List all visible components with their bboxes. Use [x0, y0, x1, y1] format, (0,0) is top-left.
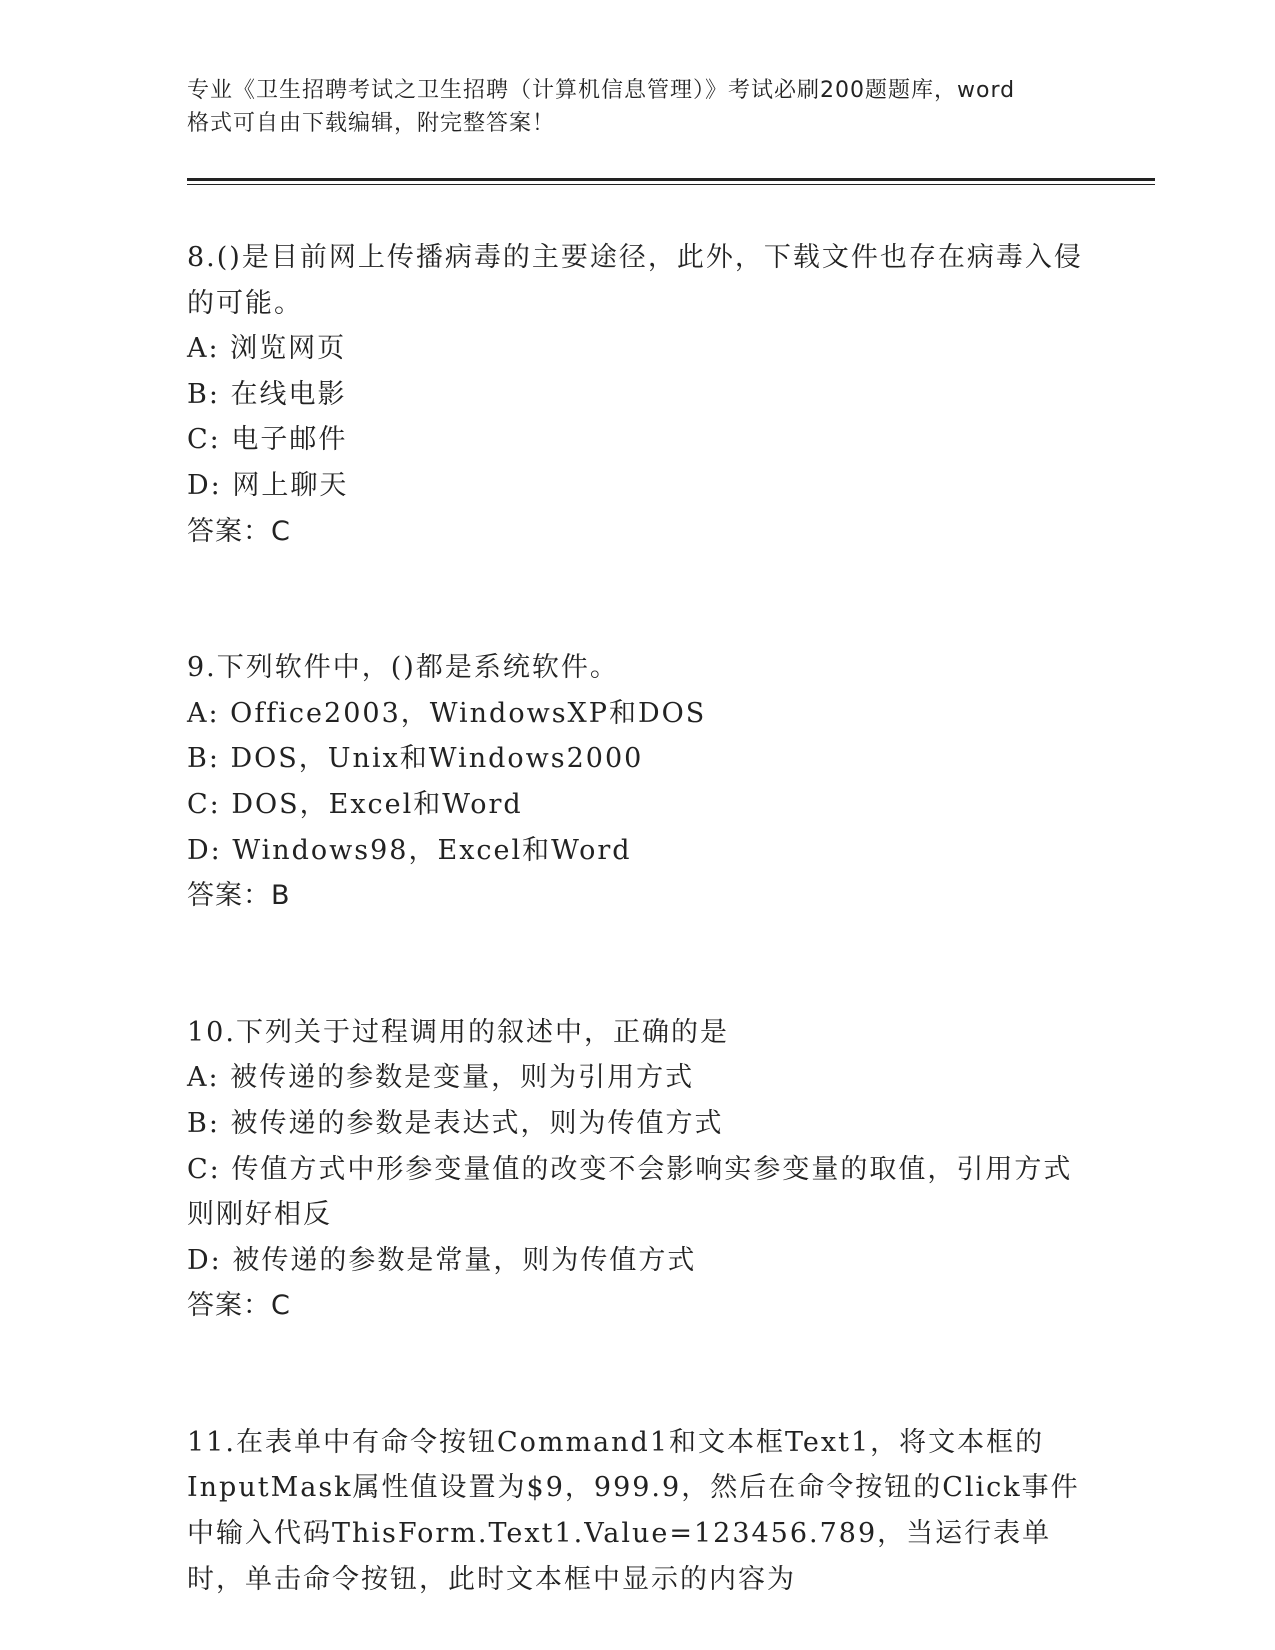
- option-a: A: Office2003，WindowsXP和DOS: [187, 697, 707, 729]
- header-rule-thick: [187, 178, 1155, 181]
- header-rule-thin: [187, 184, 1155, 185]
- answer: 答案：C: [187, 515, 291, 547]
- question-11: [187, 1420, 1087, 1602]
- question-text: 11.在表单中有命令按钮Command1和文本框Text1，将文本框的InputMask属性值设置为$9，999.9，然后在命令按钮的Click事件中输入代码ThisForm.Text1.Value=123456.789，当运行表单时，单击命令按钮，此时文本框中显示的内容为: [187, 1426, 1080, 1595]
- option-b: B: 在线电影: [187, 378, 347, 410]
- question-8: [187, 235, 1087, 554]
- question-text: 10.下列关于过程调用的叙述中，正确的是: [187, 1016, 729, 1048]
- option-a: A: 浏览网页: [187, 333, 347, 365]
- question-10: [187, 1010, 1087, 1329]
- option-d: D: Windows98，Excel和Word: [187, 834, 632, 866]
- option-c: C: 传值方式中形参变量值的改变不会影响实参变量的取值，引用方式则刚好相反: [187, 1153, 1073, 1231]
- header-line-1: 专业《卫生招聘考试之卫生招聘（计算机信息管理）》考试必刷200题题库，word: [187, 78, 1016, 103]
- question-gap: [187, 1329, 1087, 1420]
- header-line-2: 格式可自由下载编辑，附完整答案！: [187, 111, 556, 136]
- document-header: [187, 74, 1087, 140]
- question-text: 9.下列软件中，()都是系统软件。: [187, 652, 619, 684]
- option-b: B: DOS，Unix和Windows2000: [187, 743, 644, 775]
- option-c: C: DOS，Excel和Word: [187, 788, 523, 820]
- option-a: A: 被传递的参数是变量，则为引用方式: [187, 1062, 695, 1094]
- answer: 答案：C: [187, 1290, 291, 1322]
- option-d: D: 被传递的参数是常量，则为传值方式: [187, 1244, 697, 1276]
- question-text: 8.()是目前网上传播病毒的主要途径，此外，下载文件也存在病毒入侵的可能。: [187, 242, 1083, 319]
- question-gap: [187, 554, 1087, 645]
- question-list: [187, 235, 1087, 1602]
- answer: 答案：B: [187, 880, 291, 912]
- option-c: C: 电子邮件: [187, 424, 348, 456]
- option-d: D: 网上聊天: [187, 469, 349, 501]
- question-gap: [187, 919, 1087, 1010]
- question-9: [187, 645, 1087, 919]
- option-b: B: 被传递的参数是表达式，则为传值方式: [187, 1107, 724, 1139]
